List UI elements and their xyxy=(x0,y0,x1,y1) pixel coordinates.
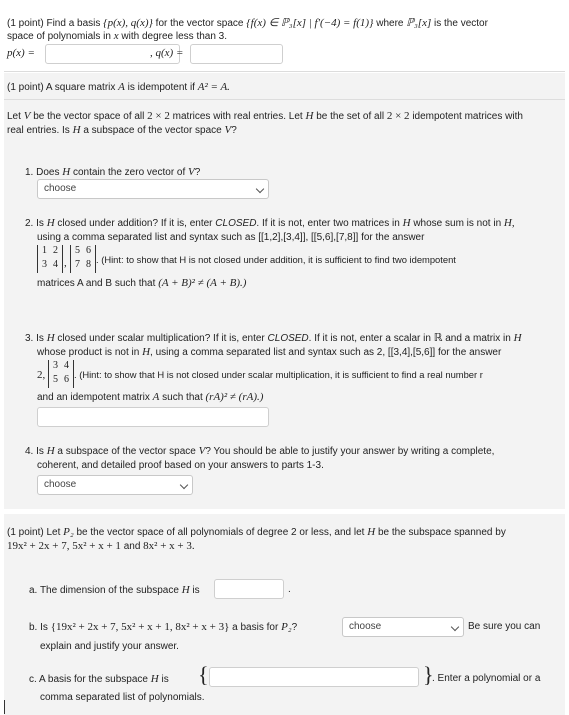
math: ℙ₃[x] xyxy=(406,17,432,29)
question-3-line-4 xyxy=(37,391,263,403)
question-4-line-2: coherent, and detailed proof based on your answers to parts 1-3. xyxy=(37,460,324,471)
math: H xyxy=(46,332,55,344)
divider xyxy=(4,71,565,72)
text: . xyxy=(288,584,291,595)
question-3-line-2 xyxy=(37,346,501,358)
text: closed under addition? If it is, enter xyxy=(54,218,216,229)
problem-2-header xyxy=(7,81,230,93)
math: ℝ xyxy=(433,332,443,344)
text: b. Is xyxy=(29,622,51,633)
matrix-cell: 6 xyxy=(86,245,91,256)
intro-line-2 xyxy=(7,124,237,136)
text: matrices with real entries. Let xyxy=(169,111,306,122)
math: P₂ xyxy=(281,621,292,633)
divider xyxy=(4,99,565,100)
math: H xyxy=(367,526,376,538)
math: x xyxy=(113,30,119,42)
matrix-a xyxy=(37,245,63,273)
text: real entries. Is xyxy=(7,125,73,136)
text: (1 point) Find a basis xyxy=(7,18,104,29)
math: H xyxy=(62,166,71,178)
dimension-input[interactable] xyxy=(214,579,284,599)
math: 2 × 2 xyxy=(386,110,410,122)
text: ? xyxy=(194,167,201,178)
select-value: choose xyxy=(349,621,382,632)
text: matrices A and B such that xyxy=(37,278,159,289)
q-input[interactable] xyxy=(190,44,283,64)
math: H, xyxy=(503,217,515,229)
matrix-cell: 4 xyxy=(53,259,58,270)
matrix-cell: 5 xyxy=(53,374,58,385)
chevron-down-icon xyxy=(451,623,459,631)
basis-select[interactable] xyxy=(342,617,464,637)
question-2-line-2: using a comma separated list and syntax such as [[1,2],[3,4]], [[5,6],[7,8]] for the answer xyxy=(37,232,425,243)
question-1-select[interactable] xyxy=(37,179,269,199)
text: is idempotent if xyxy=(124,82,198,93)
math: H xyxy=(305,110,314,122)
math: A xyxy=(118,81,125,93)
q-label: , q(x) = xyxy=(150,47,184,59)
text: whose product is not in xyxy=(37,347,143,358)
question-2-hint: . (Hint: to show that H is not closed under addition, it is sufficient to find two idempotent xyxy=(96,254,456,265)
matrix-cell: 4 xyxy=(64,360,69,371)
scalar: 2, xyxy=(37,369,46,381)
question-2-line-1 xyxy=(25,217,515,229)
math: 2 × 2 xyxy=(147,110,170,122)
intro-line-1 xyxy=(7,110,523,122)
text: and a matrix in xyxy=(442,333,514,344)
text: a subspace of the vector space xyxy=(54,446,199,457)
text: ? xyxy=(231,125,237,136)
text: ? You should be able to justify your answer by writing a complete, xyxy=(205,446,495,457)
text: be the vector space of all polynomials of degree 2 or less, and let xyxy=(73,527,368,538)
part-c-label xyxy=(29,673,169,685)
part-c-line-2: comma separated list of polynomials. xyxy=(40,692,205,703)
chevron-down-icon xyxy=(256,185,264,193)
basis-input[interactable] xyxy=(209,667,419,687)
text: with degree less than 3. xyxy=(118,31,228,42)
text: . Enter a polynomial or a xyxy=(432,673,541,684)
math: P₂ xyxy=(63,526,74,538)
matrix-cell: 6 xyxy=(64,374,69,385)
text: , using a comma separated list and syntax such as 2, [[3,4],[5,6]] for the answer xyxy=(150,347,502,358)
text: (1 point) A square matrix xyxy=(7,82,119,93)
matrix-scalar xyxy=(48,360,74,388)
matrix-cell: 8 xyxy=(86,259,91,270)
question-2-line-4 xyxy=(37,277,246,289)
matrix-cell: 3 xyxy=(42,259,47,270)
part-a-label xyxy=(29,584,200,596)
matrix-b xyxy=(70,245,96,273)
comma: , xyxy=(64,257,67,269)
question-1 xyxy=(25,166,200,178)
p-label: p(x) = xyxy=(7,47,35,59)
text: 3. Is xyxy=(25,333,47,344)
problem-1-line-2 xyxy=(7,30,227,42)
chevron-down-icon xyxy=(180,481,188,489)
problem-3-line-1 xyxy=(7,526,506,538)
text: be the set of all xyxy=(313,111,387,122)
math: H xyxy=(72,124,81,136)
problem-1-line-1 xyxy=(7,16,488,29)
question-3-hint: . (Hint: to show that H is not closed under scalar multiplication, it is sufficient to find a real number r xyxy=(74,369,483,380)
math: V xyxy=(224,124,232,136)
matrix-cell: 5 xyxy=(75,245,80,256)
text: space of polynomials in xyxy=(7,31,114,42)
math: H xyxy=(46,217,55,229)
question-4-line-1 xyxy=(25,445,494,457)
text: . If it is not, enter two matrices in xyxy=(256,218,403,229)
text: and an idempotent matrix xyxy=(37,392,153,403)
matrix-cell: 7 xyxy=(75,259,80,270)
left-brace: { xyxy=(198,662,209,687)
text: Be sure you can xyxy=(468,621,541,632)
text: for the vector space xyxy=(152,18,247,29)
problem-1-section xyxy=(4,0,565,70)
math: (rA)² ≠ (rA).) xyxy=(205,391,264,403)
math: {f(x) ∈ ℙ₃[x] | f′(−4) = f(1)} xyxy=(246,17,374,29)
select-value: choose xyxy=(44,183,77,194)
text: whose sum is not in xyxy=(410,218,504,229)
text: a basis for xyxy=(229,622,282,633)
text: 4. Is xyxy=(25,446,47,457)
math: H xyxy=(181,584,190,596)
math: {p(x), q(x)} xyxy=(103,17,153,29)
text: ? xyxy=(291,622,298,633)
question-4-select[interactable] xyxy=(37,475,193,495)
math: H xyxy=(513,332,522,344)
problem-3-line-2 xyxy=(7,540,195,552)
text: is xyxy=(158,674,169,685)
math: H xyxy=(402,217,411,229)
text: be the vector space of all xyxy=(30,111,148,122)
text: idempotent matrices with xyxy=(409,111,523,122)
math: H xyxy=(46,445,55,457)
matrix-cell: 1 xyxy=(42,245,47,256)
part-b-line-2: explain and justify your answer. xyxy=(40,641,179,652)
math: 19x² + 2x + 7, 5x² + x + 1 xyxy=(7,540,121,552)
math: 8x² + x + 3. xyxy=(143,540,195,552)
math: {19x² + 2x + 7, 5x² + x + 1, 8x² + x + 3} xyxy=(50,621,230,633)
math: H xyxy=(150,673,159,685)
text: and xyxy=(120,541,144,552)
math: V xyxy=(23,110,31,122)
math: V xyxy=(188,166,195,178)
question-3-line-1 xyxy=(25,331,522,344)
text: Let xyxy=(7,111,24,122)
text: is xyxy=(189,585,200,596)
math: A² = A. xyxy=(197,81,230,93)
text: such that xyxy=(159,392,206,403)
text: a. The dimension of the subspace xyxy=(29,585,182,596)
text: c. A basis for the subspace xyxy=(29,674,151,685)
text: 1. Does xyxy=(25,167,63,178)
text: be the subspace spanned by xyxy=(375,527,506,538)
text: CLOSED xyxy=(215,218,257,229)
text: 2. Is xyxy=(25,218,47,229)
text: is the vector xyxy=(431,18,488,29)
math: V xyxy=(198,445,206,457)
text: closed under scalar multiplication? If it is, enter xyxy=(54,333,268,344)
text: where xyxy=(373,18,407,29)
right-brace: } xyxy=(423,662,434,687)
problem-2-section xyxy=(4,73,565,509)
question-3-input[interactable] xyxy=(37,407,269,427)
text: contain the zero vector of xyxy=(70,167,189,178)
math: A xyxy=(152,391,160,403)
text: CLOSED xyxy=(267,333,309,344)
math: H xyxy=(142,346,151,358)
select-value: choose xyxy=(44,479,77,490)
part-b-label xyxy=(29,621,297,633)
problem-3-section xyxy=(4,514,565,715)
matrix-cell: 3 xyxy=(53,360,58,371)
text-cursor xyxy=(4,700,5,714)
text: . If it is not, enter a scalar in xyxy=(308,333,434,344)
math: (A + B)² ≠ (A + B).) xyxy=(158,277,247,289)
text: a subspace of the vector space xyxy=(80,125,225,136)
text: (1 point) Let xyxy=(7,527,64,538)
matrix-cell: 2 xyxy=(53,245,58,256)
